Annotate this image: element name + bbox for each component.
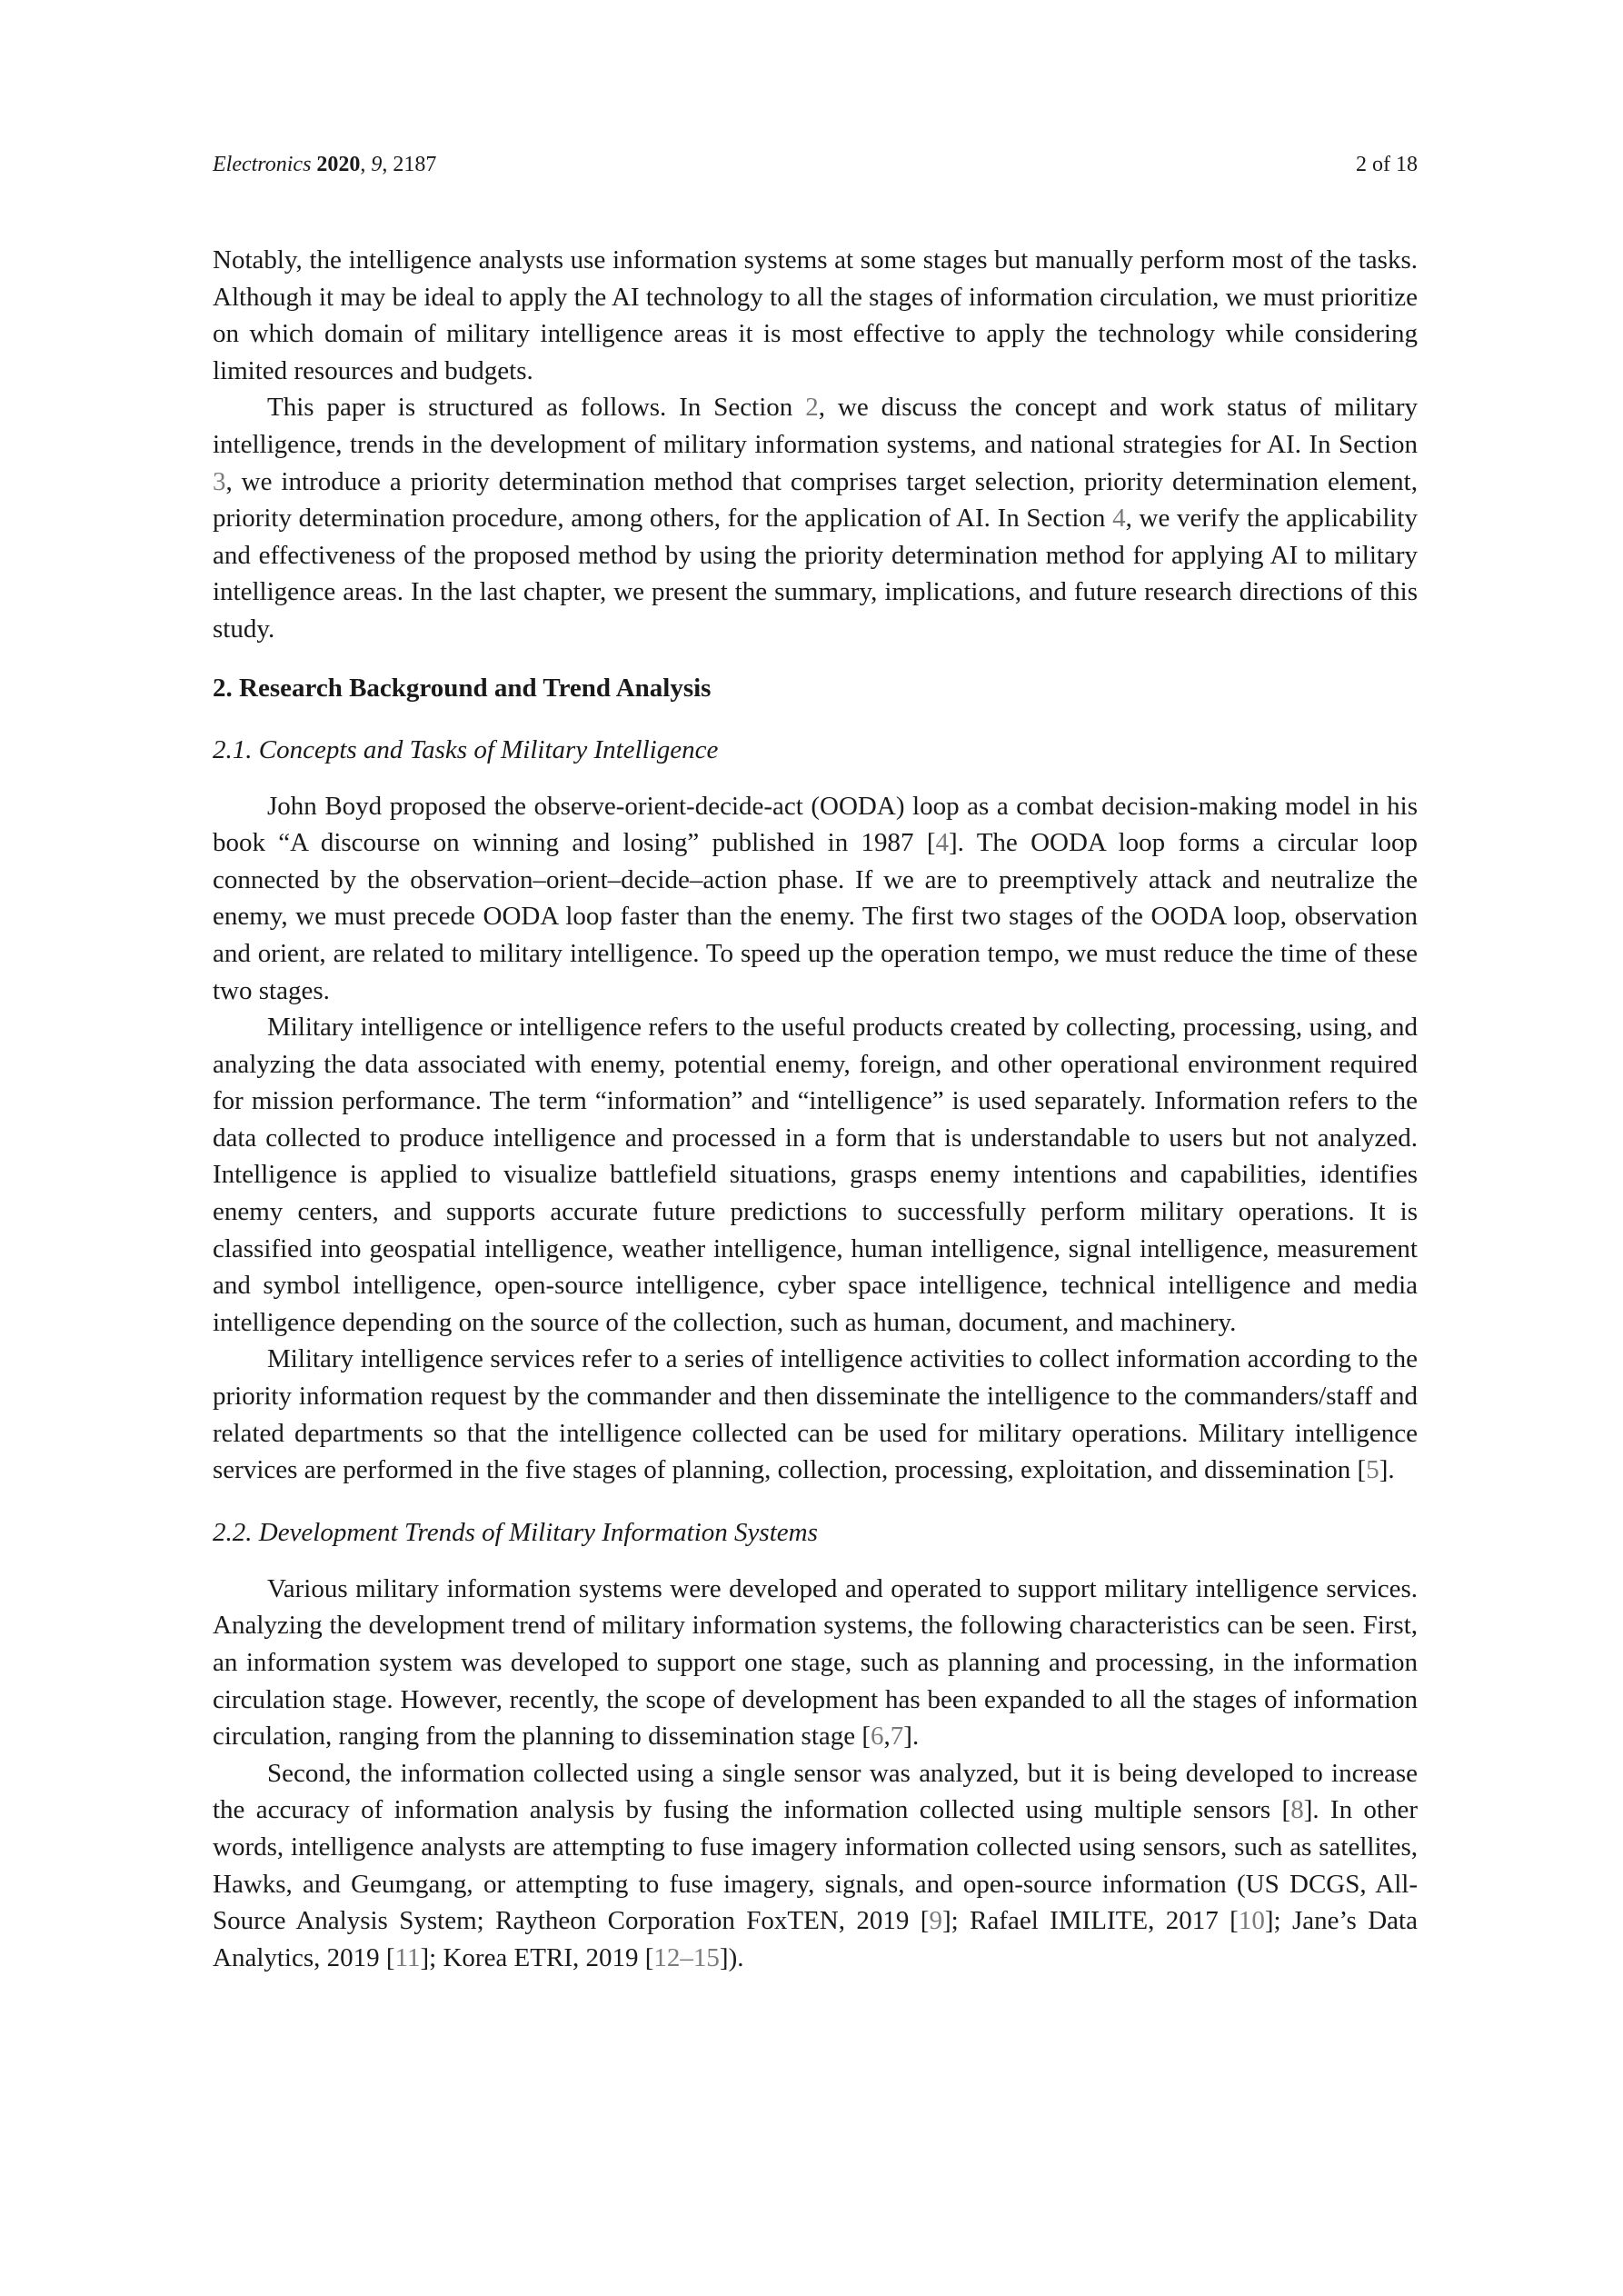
section-2-heading: 2. Research Background and Trend Analysis xyxy=(213,673,712,703)
paragraph-2: This paper is structured as follows. In Section 2, we discuss the concept and work status of military intelligence, trends in the development of military information systems, and national strategies for AI. In Section 3, we introduce a priority determination method that comprises target selection, priority determination element, priority determination procedure, among others, for the application of AI. In Section 4, we verify the applicability and effectiveness of the proposed method by using the priority determination method for applying AI to military intelligence areas. In the last chapter, we present the summary, implications, and future research directions of this study. xyxy=(213,393,1418,644)
citation-link[interactable]: 5 xyxy=(1366,1455,1379,1485)
paragraph-1: Notably, the intelligence analysts use information systems at some stages but manually perform most of the tasks. Although it may be ideal to apply the AI technology to all the stages of information circulation, we must prioritize on which domain of military intelligence areas it is most effective to apply the technology while considering limited resources and budgets. xyxy=(213,245,1418,385)
citation-link[interactable]: 6 xyxy=(871,1722,884,1752)
citation-link[interactable]: 4 xyxy=(935,828,950,858)
journal-volume: 9 xyxy=(371,153,383,176)
article-number: , 2187 xyxy=(382,153,437,176)
subsection-2-2-heading: 2.2. Development Trends of Military Information Systems xyxy=(213,1517,818,1547)
paragraph-4: Military intelligence or intelligence refers to the useful products created by collecting, processing, using, and analyzing the data associated with enemy, potential enemy, foreign, and other operational environment required for mission performance. The term “information” and “intelligence” is used separately. Information refers to the data collected to produce intelligence and processed in a form that is understandable to users but not analyzed. Intelligence is applied to visualize battlefield situations, grasps enemy intentions and capabilities, identifies enemy centers, and supports accurate future predictions to successfully perform military operations. It is classified into geospatial intelligence, weather intelligence, human intelligence, signal intelligence, measurement and symbol intelligence, open-source intelligence, cyber space intelligence, technical intelligence and media intelligence depending on the source of the collection, such as human, document, and machinery. xyxy=(213,1013,1418,1337)
citation-link[interactable]: 10 xyxy=(1238,1906,1265,1936)
section-link-3[interactable]: 3 xyxy=(213,466,226,496)
subsection-2-1-heading: 2.1. Concepts and Tasks of Military Intelligence xyxy=(213,734,719,764)
citation-link[interactable]: 8 xyxy=(1290,1795,1304,1825)
paragraph-7: Second, the information collected using a single sensor was analyzed, but it is being developed to increase the accuracy of information analysis by fusing the information collected using multiple sensors [8]. In other words, intelligence analysts are attempting to fuse imagery information collected using sensors, such as satellites, Hawks, and Geumgang, or attempting to fuse imagery, signals, and open-source information (US DCGS, All-Source Analysis System; Raytheon Corporation FoxTEN, 2019 [9]; Rafael IMILITE, 2017 [10]; Jane’s Data Analytics, 2019 [11]; Korea ETRI, 2019 [12–15]). xyxy=(213,1758,1418,1972)
citation-link[interactable]: 11 xyxy=(394,1942,421,1972)
paragraph-3: John Boyd proposed the observe-orient-decide-act (OODA) loop as a combat decision-making model in his book “A discourse on winning and losing” published in 1987 [4]. The OODA loop forms a circular loop connected by the observation–orient–decide–action phase. If we are to preemptively attack and neutralize the enemy, we must precede OODA loop faster than the enemy. The first two stages of the OODA loop, observation and orient, are related to military intelligence. To speed up the operation tempo, we must reduce the time of these two stages. xyxy=(213,791,1418,1005)
journal-name: Electronics xyxy=(213,153,312,176)
citation-link[interactable]: 9 xyxy=(929,1906,942,1936)
citation-link[interactable]: 7 xyxy=(890,1722,904,1752)
citation-link[interactable]: 12–15 xyxy=(653,1942,720,1972)
journal-year: 2020 xyxy=(316,153,361,176)
section-link-2[interactable]: 2 xyxy=(805,393,819,423)
paragraph-6: Various military information systems were developed and operated to support military intelligence services. Analyzing the development trend of military information systems, the following characteristics can be seen. First, an information system was developed to support one stage, such as planning and processing, in the information circulation stage. However, recently, the scope of development has been expanded to all the stages of information circulation, ranging from the planning to dissemination stage [6,7]. xyxy=(213,1573,1418,1752)
section-link-4[interactable]: 4 xyxy=(1112,504,1126,534)
running-header: Electronics 2020, 9, 2187 2 of 18 xyxy=(213,153,1418,176)
page-number: 2 of 18 xyxy=(1356,153,1418,176)
paragraph-5: Military intelligence services refer to a series of intelligence activities to collect information according to the priority information request by the commander and then disseminate the intelligence to the commanders/staff and related departments so that the intelligence collected can be used for military operations. Military intelligence services are performed in the five stages of planning, collection, processing, exploitation, and dissemination [5]. xyxy=(213,1344,1418,1485)
body-text xyxy=(213,242,1418,1976)
